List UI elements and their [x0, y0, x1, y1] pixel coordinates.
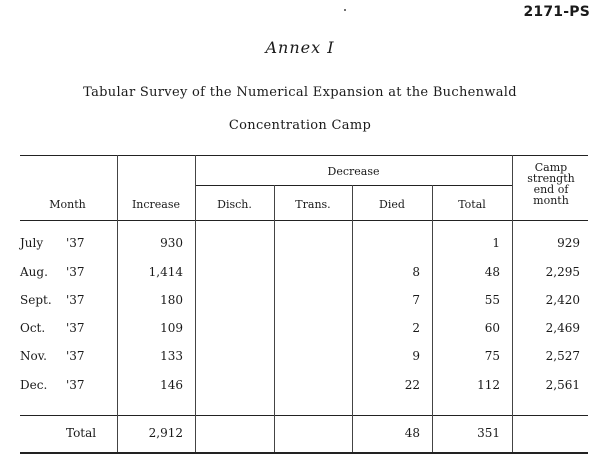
table-top-rule — [20, 155, 588, 156]
row-total: 60 — [484, 321, 500, 335]
row-month: Dec. — [20, 378, 48, 392]
row-total: 75 — [484, 349, 500, 363]
row-year: '37 — [66, 321, 85, 335]
row-year: '37 — [66, 236, 85, 250]
row-month: July — [20, 236, 44, 250]
column-divider-died — [352, 185, 353, 452]
header-total: Total — [458, 198, 486, 211]
row-month: Nov. — [20, 349, 47, 363]
header-camp-strength: end of — [533, 183, 569, 196]
table-bottom-rule — [20, 452, 588, 454]
paper-speck — [344, 9, 346, 11]
header-bottom-rule — [20, 220, 588, 221]
header-camp-strength: strength — [527, 172, 575, 185]
header-disch: Disch. — [217, 198, 252, 211]
row-died: 2 — [412, 321, 420, 335]
row-year: '37 — [66, 378, 85, 392]
row-month: Aug. — [20, 265, 48, 279]
row-increase: 109 — [160, 321, 183, 335]
row-strength: 929 — [557, 236, 580, 250]
row-year: '37 — [66, 349, 85, 363]
table-title-line-1: Tabular Survey of the Numerical Expansion at the Buchenwald — [83, 85, 517, 100]
row-strength: 2,527 — [545, 349, 580, 363]
header-camp-strength: month — [533, 194, 569, 207]
row-increase: 180 — [160, 293, 183, 307]
row-total: 1 — [492, 236, 500, 250]
row-died: 7 — [412, 293, 420, 307]
row-total: 55 — [484, 293, 500, 307]
row-increase: 133 — [160, 349, 183, 363]
decrease-subheader-rule — [195, 185, 512, 186]
row-strength: 2,469 — [545, 321, 580, 335]
column-divider-total — [432, 185, 433, 452]
row-increase: 930 — [160, 236, 183, 250]
header-increase: Increase — [131, 198, 181, 211]
row-died: 8 — [412, 265, 420, 279]
totals-died: 48 — [404, 426, 420, 440]
header-month: Month — [49, 198, 86, 211]
header-camp-strength: Camp — [534, 161, 568, 174]
row-strength: 2,295 — [545, 265, 580, 279]
annex-heading: Annex I — [265, 38, 335, 57]
document-id: 2171-PS — [523, 4, 590, 20]
totals-increase: 2,912 — [148, 426, 183, 440]
header-trans: Trans. — [295, 198, 331, 211]
row-year: '37 — [66, 265, 85, 279]
row-died: 9 — [412, 349, 420, 363]
row-month: Sept. — [20, 293, 52, 307]
header-decrease: Decrease — [327, 165, 380, 178]
row-increase: 146 — [160, 378, 183, 392]
table-title-line-2: Concentration Camp — [228, 118, 372, 133]
row-month: Oct. — [20, 321, 46, 335]
row-year: '37 — [66, 293, 85, 307]
totals-top-rule — [20, 415, 588, 416]
totals-label: Total — [66, 426, 97, 440]
row-strength: 2,561 — [545, 378, 580, 392]
row-strength: 2,420 — [545, 293, 580, 307]
row-increase: 1,414 — [148, 265, 183, 279]
totals-total: 351 — [477, 426, 500, 440]
row-died: 22 — [404, 378, 420, 392]
column-divider-trans — [274, 185, 275, 452]
row-total: 112 — [477, 378, 500, 392]
row-total: 48 — [484, 265, 500, 279]
header-died: Died — [379, 198, 405, 211]
